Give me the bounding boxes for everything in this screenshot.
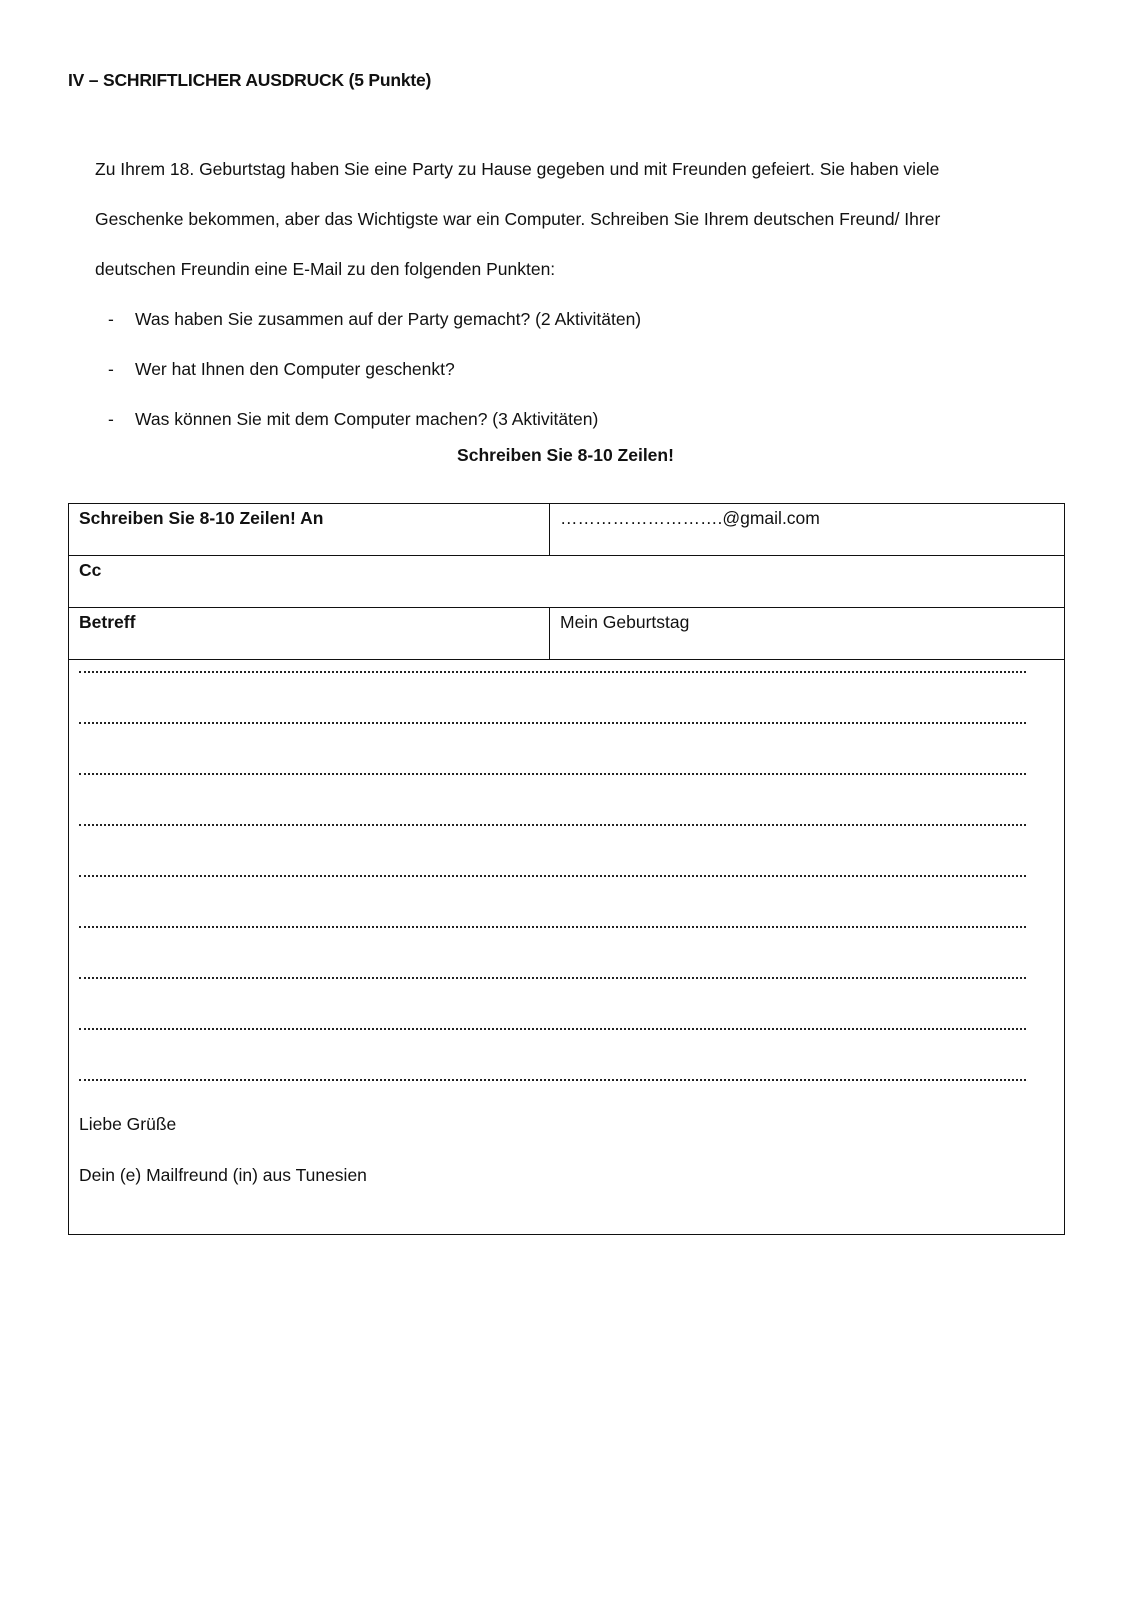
to-field[interactable]: ……………………….@gmail.com <box>550 504 1065 556</box>
task-point <box>108 344 641 394</box>
writing-line[interactable] <box>79 993 1054 1044</box>
task-point-text: Was können Sie mit dem Computer machen? (3 Aktivitäten) <box>135 409 599 429</box>
length-instruction: Schreiben Sie 8-10 Zeilen! <box>457 445 674 465</box>
subject-label: Betreff <box>69 608 550 660</box>
bullet-dash: - <box>108 309 114 329</box>
writing-line[interactable] <box>79 840 1054 891</box>
task-description <box>95 144 1075 294</box>
closing-greeting: Liebe Grüße <box>79 1114 177 1134</box>
task-point-text: Was haben Sie zusammen auf der Party gemacht? (2 Aktivitäten) <box>135 309 642 329</box>
task-point-text: Wer hat Ihnen den Computer geschenkt? <box>135 359 455 379</box>
email-body[interactable] <box>69 660 1065 1235</box>
cc-field[interactable] <box>69 556 1065 608</box>
writing-line[interactable] <box>79 687 1054 738</box>
email-form <box>68 503 1065 1235</box>
task-points-list <box>108 294 641 444</box>
intro-line: Geschenke bekommen, aber das Wichtigste war ein Computer. Schreiben Sie Ihrem deutschen Freund/ Ihrer <box>95 209 941 229</box>
subject-field[interactable]: Mein Geburtstag <box>550 608 1065 660</box>
writing-lines <box>79 660 1054 1095</box>
closing-signature: Dein (e) Mailfreund (in) aus Tunesien <box>79 1165 367 1185</box>
email-cc-row <box>69 556 1065 608</box>
section-heading: IV – SCHRIFTLICHER AUSDRUCK (5 Punkte) <box>68 70 432 90</box>
cc-label: Cc <box>79 560 102 580</box>
intro-line: deutschen Freundin eine E-Mail zu den folgenden Punkten: <box>95 259 556 279</box>
email-subject-row <box>69 608 1065 660</box>
to-label: Schreiben Sie 8-10 Zeilen! An <box>69 504 550 556</box>
writing-line[interactable] <box>79 660 1054 687</box>
bullet-dash: - <box>108 359 114 379</box>
writing-line[interactable] <box>79 789 1054 840</box>
writing-line[interactable] <box>79 738 1054 789</box>
intro-line: Zu Ihrem 18. Geburtstag haben Sie eine Party zu Hause gegeben und mit Freunden gefeiert. Sie haben viele <box>95 159 940 179</box>
email-body-row <box>69 660 1065 1235</box>
task-point <box>108 394 641 444</box>
bullet-dash: - <box>108 409 114 429</box>
writing-line[interactable] <box>79 891 1054 942</box>
writing-line[interactable] <box>79 942 1054 993</box>
writing-line[interactable] <box>79 1044 1054 1095</box>
email-closing <box>79 1099 1054 1201</box>
email-to-row <box>69 504 1065 556</box>
task-point <box>108 294 641 344</box>
